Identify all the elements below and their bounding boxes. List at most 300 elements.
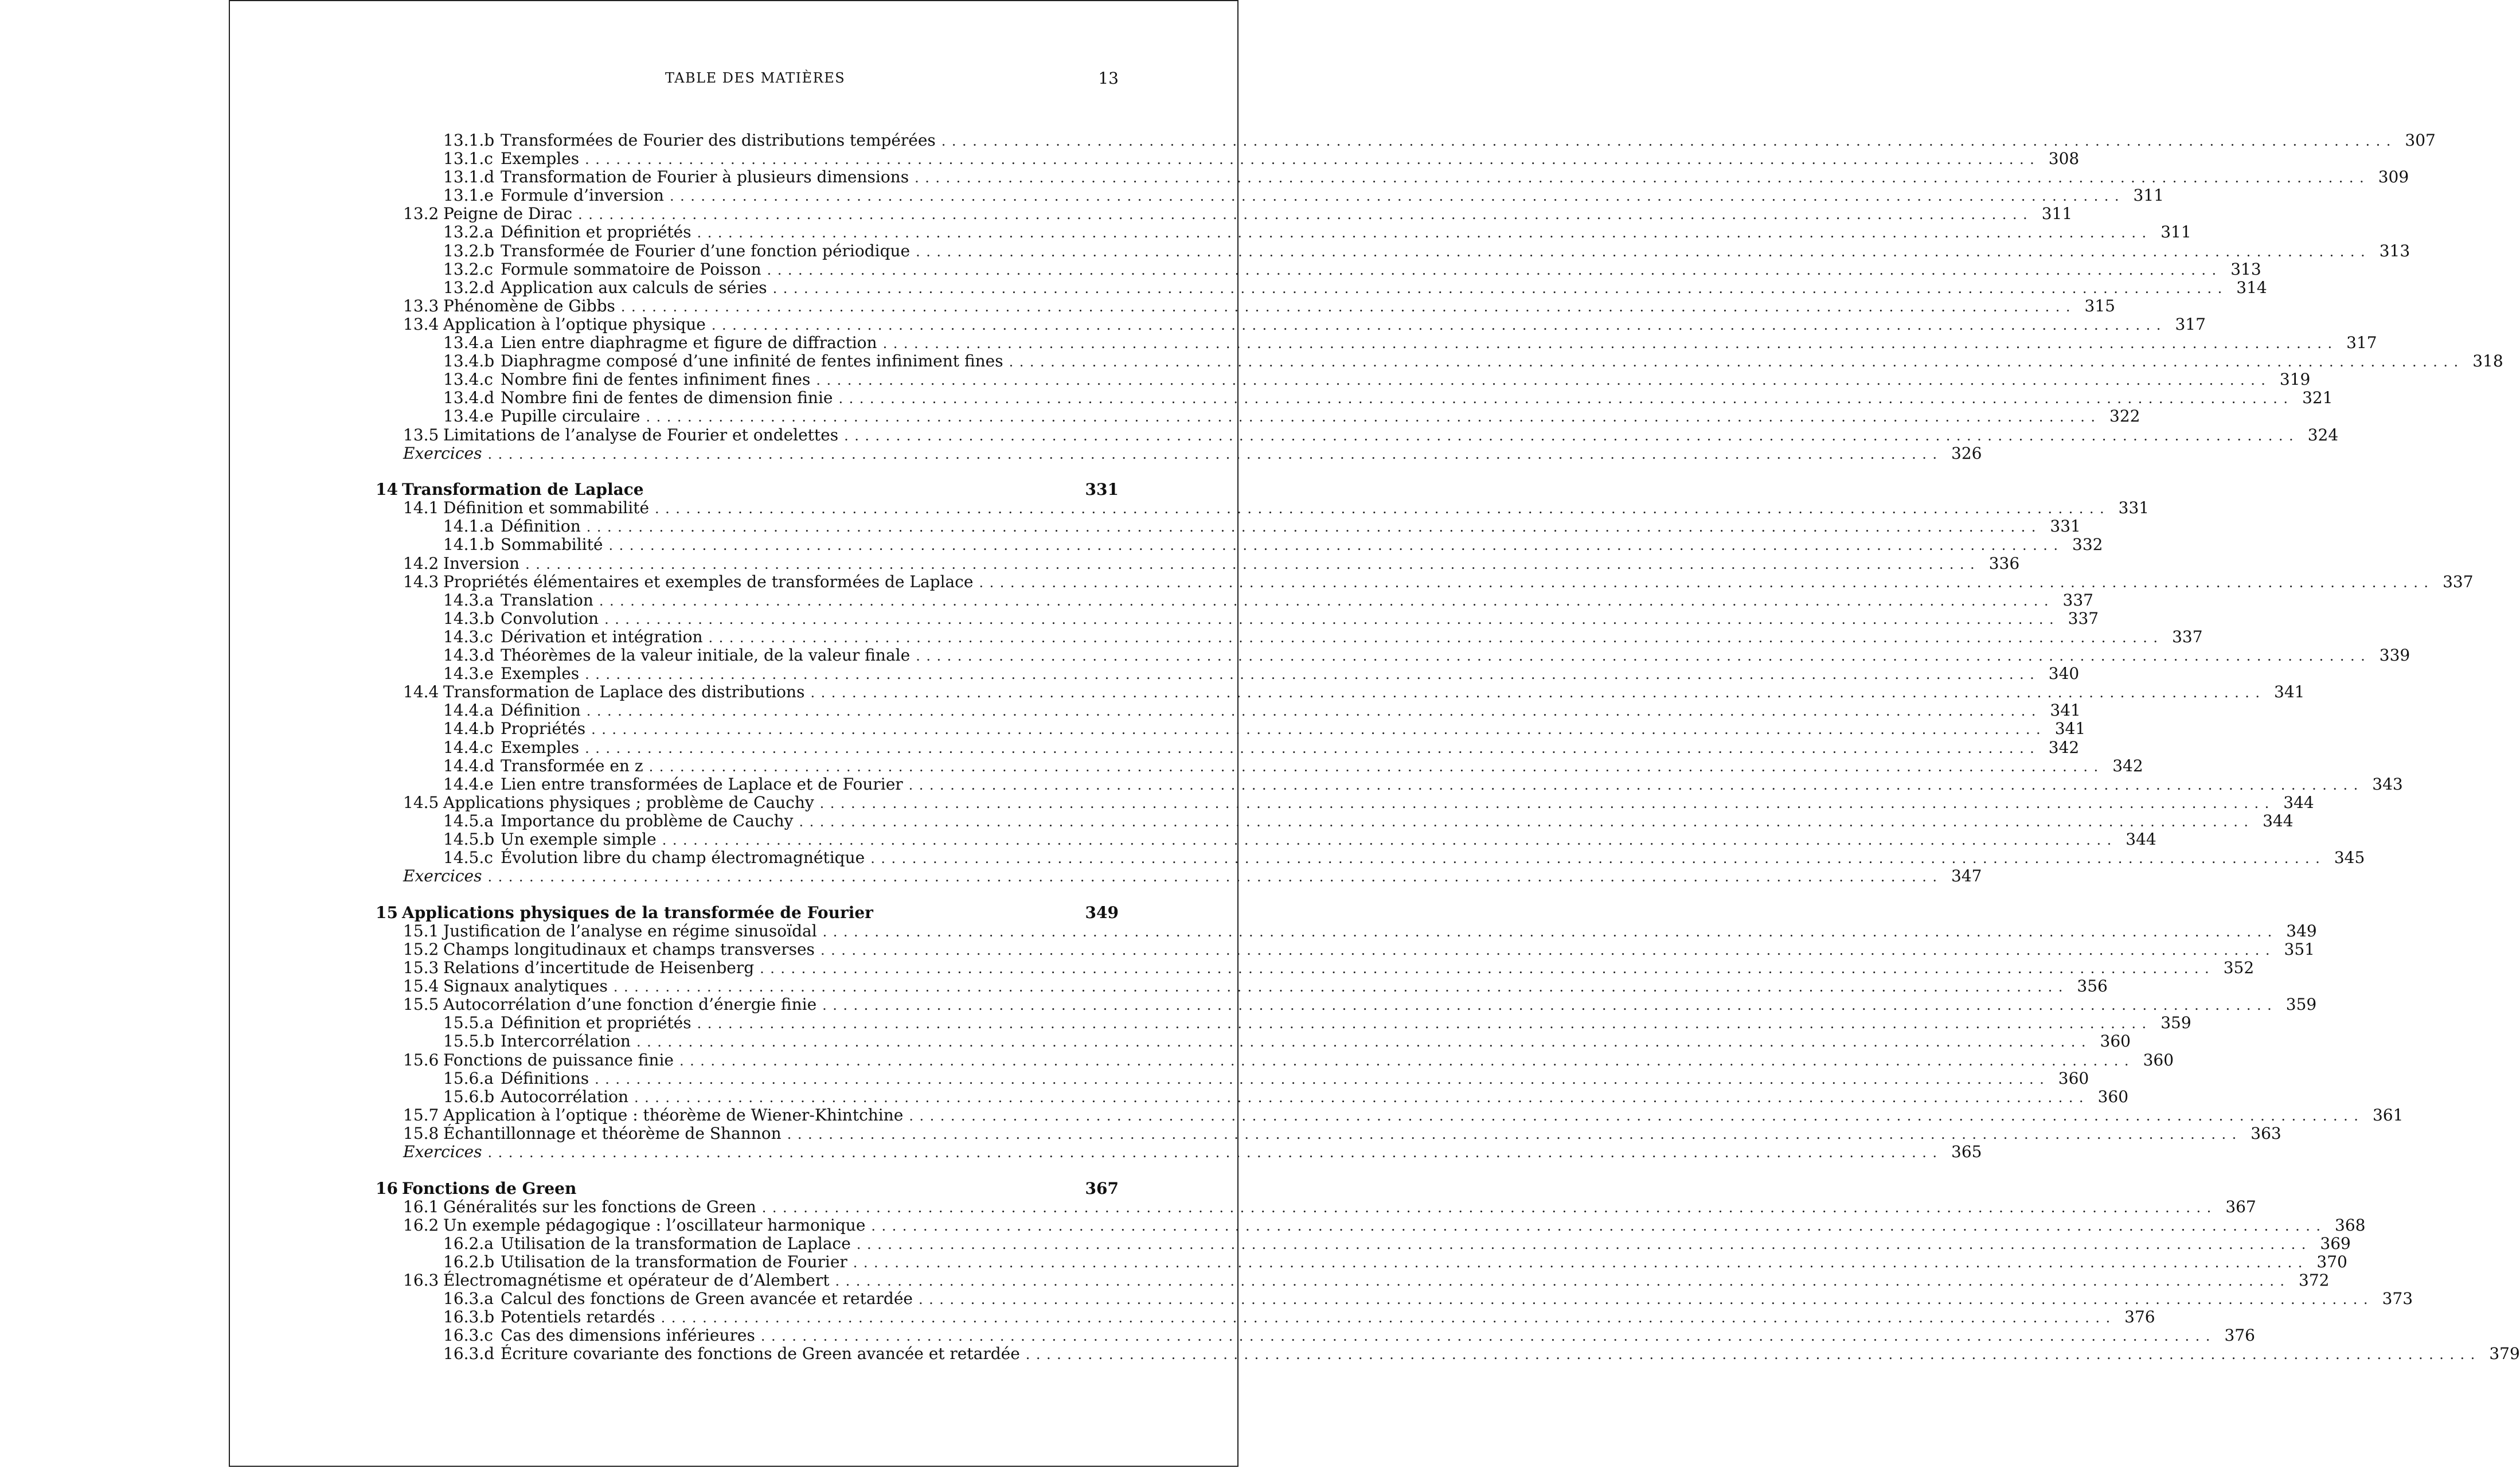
entry-title: Exercices [403,443,482,463]
toc-section-entry[interactable] [376,792,2314,812]
entry-number: 13.2.a [443,222,494,242]
entry-title: Définition [501,701,581,720]
toc-subsection-entry[interactable] [376,1344,2520,1364]
toc-subsection-entry[interactable] [376,1289,2413,1309]
entry-title: Limitations de l’analyse de Fourier et ondelettes [443,425,839,444]
toc-section-entry[interactable] [376,572,2474,591]
dot-leader: ............................................................................................................................................ [810,685,2266,701]
toc-subsection-entry[interactable] [376,848,2365,868]
dot-leader: ............................................................................................................................................ [662,831,2117,848]
toc-subsection-entry[interactable] [376,664,2080,684]
dot-leader: ............................................................................................................................................ [882,335,2338,352]
entry-page-number: 307 [2405,131,2436,150]
toc-subsection-entry[interactable] [376,1233,2351,1253]
toc-section-entry[interactable] [376,425,2339,444]
dot-leader: ............................................................................................................................................ [816,372,2272,389]
entry-page-number: 344 [2283,792,2314,812]
dot-leader: ............................................................................................................................................ [916,648,2371,665]
entry-page-number: 360 [2100,1032,2131,1051]
entry-title: Importance du problème de Cauchy [501,811,794,830]
entry-number: 15.5 [403,995,439,1014]
toc-subsection-entry[interactable] [376,131,2436,150]
entry-title: Potentiels retardés [501,1307,655,1327]
entry-page-number: 376 [2124,1307,2155,1327]
dot-leader: ............................................................................................................................................ [669,188,2125,205]
entry-number: 14.3.a [443,590,494,610]
entry-page-number: 369 [2320,1233,2351,1253]
dot-leader: ............................................................................................................................................ [585,151,2041,168]
entry-number: 14.4 [403,682,439,702]
dot-leader: ............................................................................................................................................ [599,592,2054,609]
entry-page-number: 367 [1085,1178,1119,1198]
dot-leader: ............................................................................................................................................ [916,243,2371,260]
entry-number: 16.3.b [443,1307,495,1327]
toc-chapter-entry[interactable] [376,481,1119,499]
toc-section-entry[interactable] [376,1215,2366,1235]
entry-number: 14 [376,480,398,499]
toc-subsection-entry[interactable] [376,811,2294,830]
entry-page-number: 311 [2160,222,2191,242]
entry-title: Translation [501,590,593,610]
toc-exercises-entry[interactable] [376,443,1982,463]
toc-section-entry[interactable] [376,921,2317,940]
toc-section-entry[interactable] [376,314,2206,334]
entry-number: 14.3.c [443,627,493,646]
entry-page-number: 351 [2284,939,2315,959]
dot-leader: ............................................................................................................................................ [585,666,2041,683]
entry-number: 16.1 [403,1197,439,1216]
dot-leader: ............................................................................................................................................ [918,1291,2374,1308]
entry-page-number: 308 [2048,149,2080,169]
entry-title: Signaux analytiques [443,977,608,996]
running-title: TABLE DES MATIÈRES [665,70,846,86]
entry-page-number: 344 [2126,829,2156,849]
entry-title: Théorèmes de la valeur initiale, de la valeur finale [501,646,911,665]
dot-leader: ............................................................................................................................................ [856,1236,2312,1252]
entry-number: 13.4.b [443,352,495,371]
toc-section-entry[interactable] [376,995,2317,1014]
entry-page-number: 373 [2382,1289,2413,1309]
dot-leader: ............................................................................................................................................ [585,740,2041,756]
entry-title: Exemples [501,149,580,169]
dot-leader: ............................................................................................................................................ [760,961,2216,977]
dot-leader: ............................................................................................................................................ [760,1328,2216,1345]
dot-leader: ............................................................................................................................................ [525,556,1981,572]
dot-leader: ............................................................................................................................................ [772,280,2228,296]
entry-number: 14.3.b [443,608,495,628]
entry-number: 13.2.b [443,241,495,260]
entry-title: Propriétés élémentaires et exemples de transformées de Laplace [443,572,974,591]
entry-page-number: 337 [2068,608,2099,628]
entry-title: Formule d’inversion [501,186,664,205]
toc-subsection-entry[interactable] [376,1326,2255,1345]
entry-page-number: 379 [2489,1344,2520,1364]
entry-page-number: 319 [2279,370,2311,389]
entry-page-number: 311 [2133,186,2164,205]
entry-page-number: 341 [2274,682,2305,702]
entry-page-number: 370 [2316,1252,2347,1271]
entry-title: Exercices [403,1142,482,1161]
entry-number: 16.3.a [443,1289,494,1309]
entry-number: 14.3 [403,572,439,591]
entry-title: Évolution libre du champ électromagnétique [501,848,865,868]
entry-title: Définition et propriétés [501,222,691,242]
table-of-contents [376,131,2520,1364]
dot-leader: ............................................................................................................................................ [853,1254,2308,1271]
toc-subsection-entry[interactable] [376,167,2409,187]
entry-title: Un exemple simple [501,829,657,849]
toc-section-entry[interactable] [376,296,2115,315]
entry-page-number: 342 [2048,737,2080,757]
entry-title: Nombre fini de fentes de dimension finie [501,388,833,408]
entry-title: Diaphragme composé d’une infinité de fentes infiniment fines [501,352,1003,371]
toc-section-entry[interactable] [376,958,2255,978]
entry-number: 13.4.d [443,388,495,408]
entry-title: Applications physiques ; problème de Cauchy [443,792,814,812]
entry-number: 15.3 [403,958,439,978]
entry-number: 15.6.a [443,1068,494,1088]
dot-leader: ............................................................................................................................................ [608,537,2064,554]
entry-title: Sommabilité [501,535,603,555]
entry-number: 15.6 [403,1050,439,1069]
dot-leader: ............................................................................................................................................ [908,776,2364,793]
entry-number: 15.5.a [443,1013,494,1033]
chapter-spacer [376,463,1119,481]
entry-number: 16.3.c [443,1326,493,1345]
entry-number: 14.5.c [443,848,493,868]
entry-number: 16.2.a [443,1233,494,1253]
entry-page-number: 313 [2379,241,2410,260]
entry-number: 13.2 [403,204,439,224]
toc-exercises-entry[interactable] [376,1142,1982,1161]
entry-title: Applications physiques de la transformée de Fourier [402,903,873,922]
entry-page-number: 331 [2050,517,2081,536]
dot-leader: ............................................................................................................................................ [591,721,2047,738]
entry-number: 13.5 [403,425,439,444]
entry-number: 15.2 [403,939,439,959]
entry-page-number: 343 [2372,774,2403,794]
entry-page-number: 359 [2160,1013,2191,1033]
toc-subsection-entry[interactable] [376,756,2143,775]
entry-page-number: 332 [2072,535,2103,555]
dot-leader: ............................................................................................................................................ [1009,354,2464,370]
entry-number: 13.4 [403,314,439,334]
entry-page-number: 361 [2372,1105,2404,1125]
entry-title: Formule sommatoire de Poisson [501,259,761,279]
dot-leader: ............................................................................................................................................ [634,1089,2090,1106]
toc-subsection-entry[interactable] [376,737,2080,757]
entry-title: Transformée de Fourier d’une fonction périodique [501,241,911,260]
dot-leader: ............................................................................................................................................ [620,298,2076,315]
entry-page-number: 311 [2041,204,2073,224]
entry-page-number: 376 [2224,1326,2255,1345]
dot-leader: ............................................................................................................................................ [604,611,2060,627]
chapter-spacer [376,885,1119,904]
entry-page-number: 356 [2077,977,2108,996]
entry-page-number: 365 [1951,1142,1982,1161]
toc-chapter-entry[interactable] [376,1180,1119,1198]
dot-leader: ............................................................................................................................................ [871,1217,2327,1234]
dot-leader: ............................................................................................................................................ [646,409,2101,425]
entry-page-number: 341 [2054,719,2086,739]
dot-leader: ............................................................................................................................................ [661,1310,2116,1326]
entry-title: Application à l’optique : théorème de Wiener-Khintchine [443,1105,904,1125]
dot-leader: ............................................................................................................................................ [711,317,2167,333]
toc-subsection-entry[interactable] [376,1307,2155,1327]
dot-leader: ............................................................................................................................................ [487,869,1943,885]
dot-leader: ............................................................................................................................................ [915,170,2370,186]
dot-leader: ............................................................................................................................................ [909,1107,2365,1124]
entry-page-number: 336 [1988,553,2020,573]
toc-subsection-entry[interactable] [376,278,2267,297]
entry-title: Propriétés [501,719,586,739]
toc-section-entry[interactable] [376,498,2150,518]
toc-subsection-entry[interactable] [376,407,2140,426]
entry-number: 14.4.e [443,774,494,794]
dot-leader: ............................................................................................................................................ [613,979,2069,995]
entry-title: Définition et sommabilité [443,498,650,518]
dot-leader: ............................................................................................................................................ [578,206,2034,223]
entry-title: Application aux calculs de séries [501,278,767,297]
entry-number: 15.8 [403,1123,439,1143]
entry-number: 16.3.d [443,1344,495,1364]
entry-title: Convolution [501,608,599,628]
entry-number: 16.3 [403,1271,439,1290]
entry-title: Autocorrélation d’une fonction d’énergie finie [443,995,817,1014]
dot-leader: ............................................................................................................................................ [697,225,2152,241]
entry-title: Transformées de Fourier des distributions tempérées [501,131,936,150]
toc-section-entry[interactable] [376,553,2020,573]
dot-leader: ............................................................................................................................................ [1025,1346,2481,1363]
entry-title: Exemples [501,664,580,684]
dot-leader: ............................................................................................................................................ [838,391,2294,407]
entry-number: 14.4.b [443,719,495,739]
entry-page-number: 347 [1951,866,1982,886]
entry-number: 16.2 [403,1215,439,1235]
entry-number: 14.5 [403,792,439,812]
entry-number: 15.5.b [443,1032,495,1051]
toc-subsection-entry[interactable] [376,222,2191,242]
toc-section-entry[interactable] [376,682,2305,702]
toc-subsection-entry[interactable] [376,259,2261,279]
entry-page-number: 345 [2334,848,2365,868]
entry-title: Généralités sur les fonctions de Green [443,1197,756,1216]
entry-number: 13.4.a [443,333,494,353]
entry-page-number: 317 [2346,333,2377,353]
entry-page-number: 342 [2112,756,2143,775]
entry-number: 13.4.e [443,407,494,426]
entry-page-number: 337 [2172,627,2203,646]
entry-title: Champs longitudinaux et champs transverses [443,939,815,959]
entry-number: 14.1 [403,498,439,518]
dot-leader: ............................................................................................................................................ [799,813,2255,830]
entry-number: 13.1.e [443,186,494,205]
entry-page-number: 313 [2230,259,2261,279]
entry-title: Autocorrélation [501,1087,628,1106]
dot-leader: ............................................................................................................................................ [870,850,2326,867]
entry-number: 13.2.d [443,278,495,297]
dot-leader: ............................................................................................................................................ [787,1126,2242,1142]
entry-title: Pupille circulaire [501,407,640,426]
toc-section-entry[interactable] [376,1271,2330,1290]
toc-subsection-entry[interactable] [376,241,2410,260]
entry-page-number: 314 [2236,278,2267,297]
toc-subsection-entry[interactable] [376,333,2377,353]
entry-page-number: 352 [2223,958,2255,978]
toc-subsection-entry[interactable] [376,608,2099,628]
entry-number: 15.6.b [443,1087,495,1106]
entry-title: Fonctions de puissance finie [443,1050,674,1069]
dot-leader: ............................................................................................................................................ [819,795,2275,811]
toc-section-entry[interactable] [376,1197,2256,1216]
entry-number: 13.3 [403,296,439,315]
toc-subsection-entry[interactable] [376,186,2164,205]
toc-subsection-entry[interactable] [376,1013,2191,1033]
entry-number: 14.1.b [443,535,495,555]
entry-page-number: 324 [2307,425,2339,444]
entry-title: Intercorrélation [501,1032,631,1051]
entry-number: 14.5.b [443,829,495,849]
entry-page-number: 360 [2097,1087,2129,1106]
toc-subsection-entry[interactable] [376,646,2410,665]
entry-page-number: 340 [2048,664,2080,684]
entry-number: 15 [376,903,398,922]
entry-page-number: 360 [2058,1068,2089,1088]
entry-page-number: 349 [1085,903,1119,922]
entry-page-number: 331 [2118,498,2150,518]
entry-number: 14.4.c [443,737,493,757]
toc-section-entry[interactable] [376,1105,2404,1125]
entry-page-number: 341 [2050,701,2081,720]
dot-leader: ............................................................................................................................................ [761,1199,2217,1216]
dot-leader: ............................................................................................................................................ [822,923,2278,940]
entry-title: Définition [501,517,581,536]
entry-title: Transformation de Laplace [402,480,644,499]
toc-subsection-entry[interactable] [376,590,2093,610]
entry-title: Exemples [501,737,580,757]
dot-leader: ............................................................................................................................................ [844,427,2300,444]
dot-leader: ............................................................................................................................................ [487,1144,1943,1161]
toc-subsection-entry[interactable] [376,1068,2089,1088]
page-number: 13 [1098,69,1119,88]
dot-leader: ............................................................................................................................................ [708,629,2164,646]
entry-page-number: 321 [2302,388,2333,408]
entry-page-number: 337 [2443,572,2474,591]
entry-title: Lien entre transformées de Laplace et de Fourier [501,774,903,794]
entry-page-number: 309 [2378,167,2409,187]
entry-title: Lien entre diaphragme et figure de diffraction [501,333,877,353]
toc-subsection-entry[interactable] [376,774,2403,794]
toc-subsection-entry[interactable] [376,719,2086,739]
entry-number: 14.2 [403,553,439,573]
dot-leader: ............................................................................................................................................ [655,501,2111,517]
toc-subsection-entry[interactable] [376,701,2081,720]
entry-page-number: 326 [1951,443,1982,463]
entry-number: 15.4 [403,977,439,996]
entry-page-number: 367 [2225,1197,2256,1216]
toc-exercises-entry[interactable] [376,866,1982,886]
toc-section-entry[interactable] [376,977,2108,996]
dot-leader: ............................................................................................................................................ [487,446,1943,462]
toc-section-entry[interactable] [376,939,2315,959]
toc-chapter-entry[interactable] [376,904,1119,922]
entry-title: Transformation de Laplace des distributions [443,682,805,702]
entry-page-number: 360 [2143,1050,2174,1069]
entry-title: Transformation de Fourier à plusieurs dimensions [501,167,909,187]
toc-subsection-entry[interactable] [376,370,2311,389]
entry-number: 14.1.a [443,517,494,536]
entry-number: 13.1.b [443,131,495,150]
entry-page-number: 339 [2379,646,2410,665]
entry-page-number: 337 [2062,590,2093,610]
entry-title: Justification de l’analyse en régime sinusoïdal [443,921,817,940]
toc-section-entry[interactable] [376,204,2073,224]
entry-number: 16 [376,1178,398,1198]
dot-leader: ............................................................................................................................................ [586,519,2042,536]
toc-section-entry[interactable] [376,1123,2281,1143]
toc-subsection-entry[interactable] [376,535,2103,555]
entry-number: 13.1.c [443,149,493,169]
entry-number: 15.7 [403,1105,439,1125]
entry-title: Électromagnétisme et opérateur de d’Alembert [443,1271,830,1290]
entry-page-number: 322 [2109,407,2140,426]
dot-leader: ............................................................................................................................................ [835,1273,2291,1290]
entry-page-number: 372 [2299,1271,2330,1290]
dot-leader: ............................................................................................................................................ [697,1016,2152,1032]
entry-title: Phénomène de Gibbs [443,296,615,315]
toc-subsection-entry[interactable] [376,1032,2131,1051]
entry-title: Utilisation de la transformation de Laplace [501,1233,851,1253]
dot-leader: ............................................................................................................................................ [820,942,2276,958]
entry-page-number: 349 [2286,921,2317,940]
toc-subsection-entry[interactable] [376,1252,2347,1271]
dot-leader: ............................................................................................................................................ [679,1052,2135,1069]
toc-subsection-entry[interactable] [376,388,2333,408]
entry-title: Inversion [443,553,520,573]
toc-subsection-entry[interactable] [376,517,2081,536]
entry-number: 13.2.c [443,259,493,279]
toc-subsection-entry[interactable] [376,829,2156,849]
dot-leader: ............................................................................................................................................ [941,133,2397,149]
entry-number: 13.4.c [443,370,493,389]
entry-page-number: 317 [2175,314,2206,334]
entry-title: Nombre fini de fentes infiniment fines [501,370,811,389]
entry-title: Échantillonnage et théorème de Shannon [443,1123,782,1143]
entry-title: Définitions [501,1068,589,1088]
toc-subsection-entry[interactable] [376,627,2203,646]
dot-leader: ............................................................................................................................................ [648,758,2104,775]
entry-number: 14.3.d [443,646,495,665]
toc-subsection-entry[interactable] [376,1087,2129,1106]
toc-section-entry[interactable] [376,1050,2174,1069]
dot-leader: ............................................................................................................................................ [595,1071,2050,1087]
entry-number: 14.5.a [443,811,494,830]
entry-page-number: 368 [2335,1215,2366,1235]
entry-number: 14.4.a [443,701,494,720]
entry-page-number: 363 [2251,1123,2281,1143]
entry-title: Utilisation de la transformation de Fourier [501,1252,847,1271]
toc-subsection-entry[interactable] [376,149,2080,169]
entry-page-number: 344 [2263,811,2294,830]
entry-number: 14.4.d [443,756,495,775]
toc-subsection-entry[interactable] [376,352,2503,371]
entry-title: Un exemple pédagogique : l’oscillateur harmonique [443,1215,866,1235]
dot-leader: ............................................................................................................................................ [767,261,2222,278]
entry-title: Écriture covariante des fonctions de Green avancée et retardée [501,1344,1020,1364]
entry-title: Fonctions de Green [402,1178,577,1198]
entry-number: 14.3.e [443,664,494,684]
entry-page-number: 359 [2285,995,2317,1014]
